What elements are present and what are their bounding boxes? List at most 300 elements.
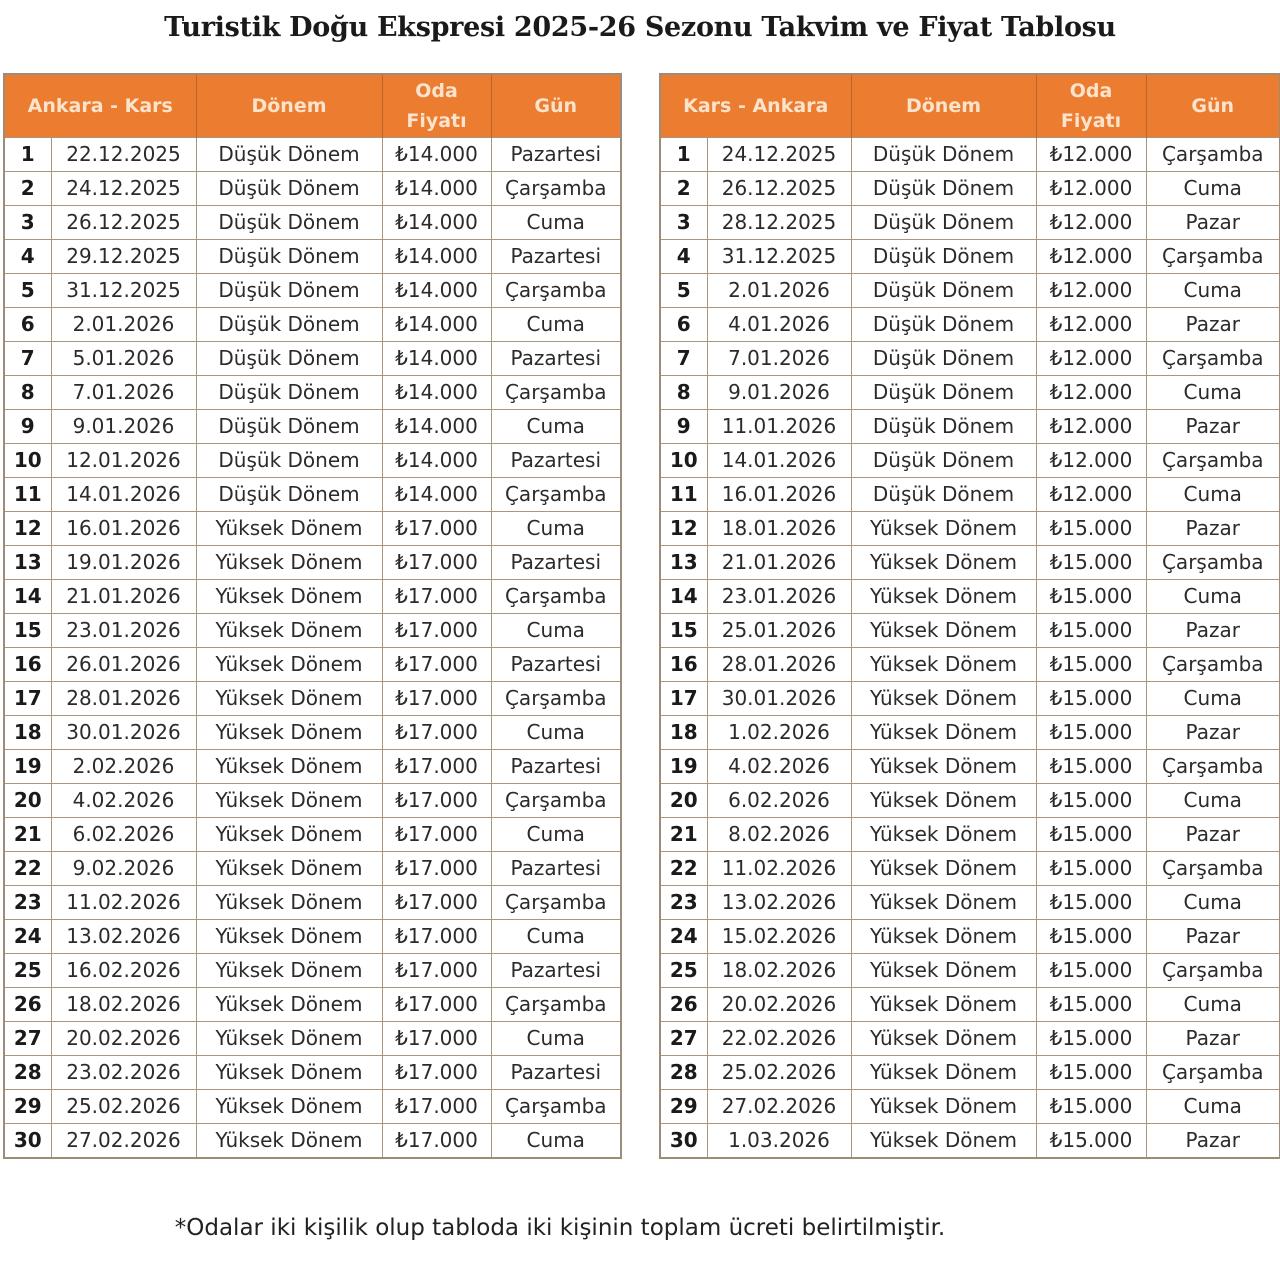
day-cell: Pazar: [1146, 920, 1280, 954]
price-cell: ₺15.000: [1036, 1056, 1146, 1090]
row-number: 4: [660, 240, 707, 274]
table-row: [660, 886, 1280, 920]
period-header: Dönem: [851, 74, 1036, 138]
date-cell: 15.02.2026: [707, 920, 851, 954]
table-row: [4, 410, 621, 444]
date-cell: 16.02.2026: [51, 954, 196, 988]
price-cell: ₺15.000: [1036, 546, 1146, 580]
period-cell: Düşük Dönem: [851, 478, 1036, 512]
table-row: [660, 954, 1280, 988]
date-cell: 24.12.2025: [707, 138, 851, 172]
price-cell: ₺12.000: [1036, 172, 1146, 206]
day-cell: Cuma: [491, 410, 621, 444]
day-cell: Cuma: [491, 716, 621, 750]
row-number: 14: [660, 580, 707, 614]
price-cell: ₺14.000: [382, 444, 491, 478]
table-row: [660, 852, 1280, 886]
price-cell: ₺15.000: [1036, 818, 1146, 852]
price-cell: ₺14.000: [382, 376, 491, 410]
row-number: 23: [4, 886, 51, 920]
period-cell: Yüksek Dönem: [851, 784, 1036, 818]
day-cell: Cuma: [1146, 886, 1280, 920]
price-header: Oda Fiyatı: [382, 74, 491, 138]
row-number: 26: [660, 988, 707, 1022]
row-number: 8: [4, 376, 51, 410]
period-cell: Yüksek Dönem: [851, 818, 1036, 852]
price-cell: ₺17.000: [382, 750, 491, 784]
period-cell: Yüksek Dönem: [196, 886, 382, 920]
price-cell: ₺14.000: [382, 274, 491, 308]
row-number: 6: [660, 308, 707, 342]
price-cell: ₺17.000: [382, 886, 491, 920]
period-cell: Yüksek Dönem: [196, 682, 382, 716]
date-cell: 4.02.2026: [707, 750, 851, 784]
day-cell: Çarşamba: [491, 886, 621, 920]
day-cell: Çarşamba: [1146, 852, 1280, 886]
period-cell: Yüksek Dönem: [196, 580, 382, 614]
period-cell: Yüksek Dönem: [851, 512, 1036, 546]
date-cell: 19.01.2026: [51, 546, 196, 580]
date-cell: 7.01.2026: [707, 342, 851, 376]
day-header: Gün: [1146, 74, 1280, 138]
day-cell: Pazar: [1146, 206, 1280, 240]
price-cell: ₺15.000: [1036, 886, 1146, 920]
period-cell: Düşük Dönem: [196, 240, 382, 274]
price-cell: ₺14.000: [382, 240, 491, 274]
price-cell: ₺17.000: [382, 512, 491, 546]
row-number: 17: [660, 682, 707, 716]
period-cell: Yüksek Dönem: [851, 580, 1036, 614]
day-cell: Çarşamba: [1146, 750, 1280, 784]
row-number: 13: [660, 546, 707, 580]
table-row: [660, 1090, 1280, 1124]
table-row: [660, 478, 1280, 512]
price-cell: ₺12.000: [1036, 376, 1146, 410]
row-number: 3: [4, 206, 51, 240]
table-row: [660, 784, 1280, 818]
date-cell: 18.02.2026: [51, 988, 196, 1022]
day-cell: Cuma: [1146, 478, 1280, 512]
period-cell: Yüksek Dönem: [196, 988, 382, 1022]
price-cell: ₺14.000: [382, 342, 491, 376]
period-cell: Yüksek Dönem: [196, 512, 382, 546]
day-cell: Çarşamba: [1146, 546, 1280, 580]
period-cell: Yüksek Dönem: [851, 886, 1036, 920]
row-number: 21: [660, 818, 707, 852]
period-cell: Düşük Dönem: [851, 240, 1036, 274]
row-number: 25: [4, 954, 51, 988]
day-cell: Çarşamba: [491, 478, 621, 512]
day-cell: Cuma: [491, 1022, 621, 1056]
day-cell: Pazar: [1146, 614, 1280, 648]
table-row: [4, 716, 621, 750]
row-number: 16: [4, 648, 51, 682]
table-row: [660, 920, 1280, 954]
date-cell: 1.03.2026: [707, 1124, 851, 1159]
date-cell: 23.01.2026: [51, 614, 196, 648]
row-number: 18: [4, 716, 51, 750]
period-cell: Yüksek Dönem: [196, 1056, 382, 1090]
day-cell: Pazartesi: [491, 852, 621, 886]
date-cell: 21.01.2026: [51, 580, 196, 614]
day-cell: Cuma: [1146, 784, 1280, 818]
table-row: [4, 1124, 621, 1159]
row-number: 26: [4, 988, 51, 1022]
price-cell: ₺17.000: [382, 682, 491, 716]
period-cell: Yüksek Dönem: [196, 750, 382, 784]
period-cell: Yüksek Dönem: [851, 1124, 1036, 1159]
day-cell: Cuma: [491, 614, 621, 648]
period-cell: Yüksek Dönem: [196, 954, 382, 988]
table-row: [4, 648, 621, 682]
price-cell: ₺17.000: [382, 648, 491, 682]
price-cell: ₺17.000: [382, 716, 491, 750]
price-cell: ₺17.000: [382, 784, 491, 818]
date-cell: 28.12.2025: [707, 206, 851, 240]
period-cell: Düşük Dönem: [196, 274, 382, 308]
kars-ankara-table: [659, 73, 1280, 1159]
row-number: 28: [4, 1056, 51, 1090]
price-cell: ₺17.000: [382, 580, 491, 614]
period-cell: Yüksek Dönem: [196, 546, 382, 580]
date-cell: 13.02.2026: [707, 886, 851, 920]
period-cell: Düşük Dönem: [851, 376, 1036, 410]
page-title: Turistik Doğu Ekspresi 2025-26 Sezonu Takvim ve Fiyat Tablosu: [164, 12, 1116, 43]
day-cell: Pazar: [1146, 1124, 1280, 1159]
table-row: [4, 546, 621, 580]
table-row: [660, 818, 1280, 852]
date-cell: 28.01.2026: [707, 648, 851, 682]
table-row: [4, 920, 621, 954]
row-number: 22: [4, 852, 51, 886]
period-cell: Yüksek Dönem: [196, 648, 382, 682]
period-cell: Yüksek Dönem: [851, 682, 1036, 716]
day-cell: Çarşamba: [1146, 1056, 1280, 1090]
footnote: *Odalar iki kişilik olup tabloda iki kişinin toplam ücreti belirtilmiştir.: [174, 1215, 946, 1241]
row-number: 21: [4, 818, 51, 852]
period-cell: Yüksek Dönem: [851, 1090, 1036, 1124]
row-number: 24: [4, 920, 51, 954]
period-cell: Yüksek Dönem: [196, 1090, 382, 1124]
price-cell: ₺17.000: [382, 1124, 491, 1159]
table-row: [660, 716, 1280, 750]
table-row: [660, 546, 1280, 580]
row-number: 12: [660, 512, 707, 546]
date-cell: 2.01.2026: [707, 274, 851, 308]
row-number: 20: [4, 784, 51, 818]
price-header: Oda Fiyatı: [1036, 74, 1146, 138]
price-cell: ₺12.000: [1036, 478, 1146, 512]
period-cell: Düşük Dönem: [196, 410, 382, 444]
period-cell: Düşük Dönem: [851, 410, 1036, 444]
day-cell: Çarşamba: [491, 274, 621, 308]
date-cell: 20.02.2026: [707, 988, 851, 1022]
day-cell: Pazartesi: [491, 138, 621, 172]
period-cell: Yüksek Dönem: [851, 546, 1036, 580]
period-cell: Düşük Dönem: [851, 342, 1036, 376]
price-cell: ₺14.000: [382, 138, 491, 172]
day-cell: Pazar: [1146, 818, 1280, 852]
price-cell: ₺14.000: [382, 410, 491, 444]
table-row: [4, 988, 621, 1022]
period-header: Dönem: [196, 74, 382, 138]
row-number: 5: [660, 274, 707, 308]
price-cell: ₺15.000: [1036, 682, 1146, 716]
row-number: 22: [660, 852, 707, 886]
table-header-row: [660, 74, 1280, 138]
date-cell: 18.02.2026: [707, 954, 851, 988]
table-row: [4, 784, 621, 818]
date-cell: 26.12.2025: [51, 206, 196, 240]
row-number: 1: [660, 138, 707, 172]
day-cell: Çarşamba: [491, 1090, 621, 1124]
period-cell: Yüksek Dönem: [851, 954, 1036, 988]
day-cell: Pazartesi: [491, 240, 621, 274]
price-cell: ₺14.000: [382, 172, 491, 206]
price-cell: ₺15.000: [1036, 614, 1146, 648]
table-row: [4, 444, 621, 478]
period-cell: Yüksek Dönem: [851, 988, 1036, 1022]
ankara-kars-table: [3, 73, 622, 1159]
table-row: [660, 1022, 1280, 1056]
period-cell: Yüksek Dönem: [196, 852, 382, 886]
row-number: 8: [660, 376, 707, 410]
price-cell: ₺15.000: [1036, 512, 1146, 546]
date-cell: 25.01.2026: [707, 614, 851, 648]
row-number: 14: [4, 580, 51, 614]
row-number: 12: [4, 512, 51, 546]
period-cell: Düşük Dönem: [851, 138, 1036, 172]
date-cell: 26.01.2026: [51, 648, 196, 682]
period-cell: Yüksek Dönem: [851, 750, 1036, 784]
date-cell: 7.01.2026: [51, 376, 196, 410]
period-cell: Yüksek Dönem: [851, 614, 1036, 648]
date-cell: 28.01.2026: [51, 682, 196, 716]
day-cell: Çarşamba: [491, 580, 621, 614]
day-cell: Pazartesi: [491, 546, 621, 580]
table-row: [660, 206, 1280, 240]
date-cell: 2.02.2026: [51, 750, 196, 784]
row-number: 9: [4, 410, 51, 444]
row-number: 4: [4, 240, 51, 274]
price-cell: ₺15.000: [1036, 1022, 1146, 1056]
price-cell: ₺14.000: [382, 308, 491, 342]
table-row: [660, 376, 1280, 410]
day-cell: Cuma: [1146, 682, 1280, 716]
table-row: [660, 444, 1280, 478]
table-row: [4, 1022, 621, 1056]
period-cell: Düşük Dönem: [851, 172, 1036, 206]
day-cell: Pazar: [1146, 308, 1280, 342]
date-cell: 18.01.2026: [707, 512, 851, 546]
table-row: [660, 172, 1280, 206]
table-row: [660, 342, 1280, 376]
day-cell: Çarşamba: [491, 682, 621, 716]
date-cell: 23.02.2026: [51, 1056, 196, 1090]
date-cell: 6.02.2026: [51, 818, 196, 852]
day-cell: Çarşamba: [491, 988, 621, 1022]
table-row: [660, 750, 1280, 784]
day-cell: Cuma: [1146, 172, 1280, 206]
period-cell: Düşük Dönem: [851, 274, 1036, 308]
date-cell: 1.02.2026: [707, 716, 851, 750]
day-cell: Cuma: [491, 1124, 621, 1159]
price-cell: ₺12.000: [1036, 274, 1146, 308]
date-cell: 12.01.2026: [51, 444, 196, 478]
row-number: 13: [4, 546, 51, 580]
date-cell: 9.02.2026: [51, 852, 196, 886]
day-cell: Pazartesi: [491, 1056, 621, 1090]
day-cell: Cuma: [1146, 988, 1280, 1022]
table-row: [4, 512, 621, 546]
row-number: 27: [4, 1022, 51, 1056]
day-cell: Cuma: [1146, 580, 1280, 614]
table-row: [4, 172, 621, 206]
row-number: 29: [660, 1090, 707, 1124]
date-cell: 14.01.2026: [707, 444, 851, 478]
period-cell: Düşük Dönem: [851, 206, 1036, 240]
price-cell: ₺15.000: [1036, 1090, 1146, 1124]
day-cell: Cuma: [491, 512, 621, 546]
table-row: [4, 750, 621, 784]
day-cell: Çarşamba: [1146, 444, 1280, 478]
table-row: [660, 580, 1280, 614]
day-cell: Pazar: [1146, 410, 1280, 444]
row-number: 30: [660, 1124, 707, 1159]
table-row: [660, 240, 1280, 274]
date-cell: 11.02.2026: [707, 852, 851, 886]
row-number: 11: [4, 478, 51, 512]
row-number: 29: [4, 1090, 51, 1124]
period-cell: Yüksek Dönem: [851, 1056, 1036, 1090]
period-cell: Yüksek Dönem: [851, 1022, 1036, 1056]
table-row: [4, 614, 621, 648]
table-body: [4, 138, 621, 1159]
table-row: [4, 308, 621, 342]
price-cell: ₺17.000: [382, 614, 491, 648]
row-number: 2: [660, 172, 707, 206]
date-cell: 16.01.2026: [707, 478, 851, 512]
price-cell: ₺15.000: [1036, 580, 1146, 614]
table-row: [4, 1090, 621, 1124]
row-number: 11: [660, 478, 707, 512]
day-cell: Çarşamba: [491, 376, 621, 410]
price-cell: ₺17.000: [382, 1056, 491, 1090]
date-cell: 14.01.2026: [51, 478, 196, 512]
period-cell: Yüksek Dönem: [196, 614, 382, 648]
row-number: 20: [660, 784, 707, 818]
table-row: [4, 1056, 621, 1090]
date-cell: 16.01.2026: [51, 512, 196, 546]
table-row: [660, 614, 1280, 648]
day-cell: Pazartesi: [491, 444, 621, 478]
date-cell: 27.02.2026: [707, 1090, 851, 1124]
day-cell: Pazartesi: [491, 954, 621, 988]
period-cell: Yüksek Dönem: [196, 920, 382, 954]
table-row: [660, 1124, 1280, 1159]
date-cell: 4.01.2026: [707, 308, 851, 342]
price-cell: ₺17.000: [382, 818, 491, 852]
table-row: [4, 376, 621, 410]
table-row: [660, 138, 1280, 172]
price-cell: ₺15.000: [1036, 852, 1146, 886]
table-header-row: [4, 74, 621, 138]
date-cell: 11.02.2026: [51, 886, 196, 920]
row-number: 15: [4, 614, 51, 648]
date-cell: 22.02.2026: [707, 1022, 851, 1056]
day-cell: Cuma: [491, 206, 621, 240]
period-cell: Düşük Dönem: [196, 308, 382, 342]
table-row: [4, 342, 621, 376]
table-row: [660, 988, 1280, 1022]
date-cell: 4.02.2026: [51, 784, 196, 818]
price-cell: ₺12.000: [1036, 444, 1146, 478]
row-number: 10: [4, 444, 51, 478]
table-body: [660, 138, 1280, 1159]
period-cell: Düşük Dönem: [851, 444, 1036, 478]
date-cell: 9.01.2026: [707, 376, 851, 410]
day-cell: Pazar: [1146, 512, 1280, 546]
table-row: [660, 274, 1280, 308]
price-cell: ₺15.000: [1036, 954, 1146, 988]
table-row: [4, 240, 621, 274]
row-number: 25: [660, 954, 707, 988]
price-cell: ₺17.000: [382, 852, 491, 886]
table-row: [660, 648, 1280, 682]
period-cell: Düşük Dönem: [196, 138, 382, 172]
row-number: 16: [660, 648, 707, 682]
period-cell: Yüksek Dönem: [851, 716, 1036, 750]
day-cell: Pazar: [1146, 1022, 1280, 1056]
period-cell: Yüksek Dönem: [851, 852, 1036, 886]
price-cell: ₺12.000: [1036, 138, 1146, 172]
day-cell: Çarşamba: [1146, 138, 1280, 172]
price-cell: ₺15.000: [1036, 1124, 1146, 1159]
row-number: 15: [660, 614, 707, 648]
row-number: 1: [4, 138, 51, 172]
row-number: 2: [4, 172, 51, 206]
table-row: [4, 818, 621, 852]
table-row: [4, 886, 621, 920]
day-cell: Pazartesi: [491, 342, 621, 376]
price-cell: ₺15.000: [1036, 784, 1146, 818]
row-number: 5: [4, 274, 51, 308]
table-row: [660, 308, 1280, 342]
price-cell: ₺12.000: [1036, 308, 1146, 342]
date-cell: 5.01.2026: [51, 342, 196, 376]
price-cell: ₺17.000: [382, 1090, 491, 1124]
price-cell: ₺14.000: [382, 206, 491, 240]
date-cell: 2.01.2026: [51, 308, 196, 342]
period-cell: Düşük Dönem: [196, 444, 382, 478]
date-cell: 30.01.2026: [51, 716, 196, 750]
table-row: [4, 580, 621, 614]
date-cell: 21.01.2026: [707, 546, 851, 580]
row-number: 17: [4, 682, 51, 716]
route-header: Kars - Ankara: [660, 74, 851, 138]
date-cell: 11.01.2026: [707, 410, 851, 444]
date-cell: 20.02.2026: [51, 1022, 196, 1056]
day-cell: Cuma: [1146, 274, 1280, 308]
day-cell: Çarşamba: [1146, 954, 1280, 988]
price-cell: ₺12.000: [1036, 240, 1146, 274]
day-cell: Cuma: [1146, 376, 1280, 410]
date-cell: 25.02.2026: [707, 1056, 851, 1090]
date-cell: 8.02.2026: [707, 818, 851, 852]
row-number: 6: [4, 308, 51, 342]
price-cell: ₺14.000: [382, 478, 491, 512]
row-number: 10: [660, 444, 707, 478]
